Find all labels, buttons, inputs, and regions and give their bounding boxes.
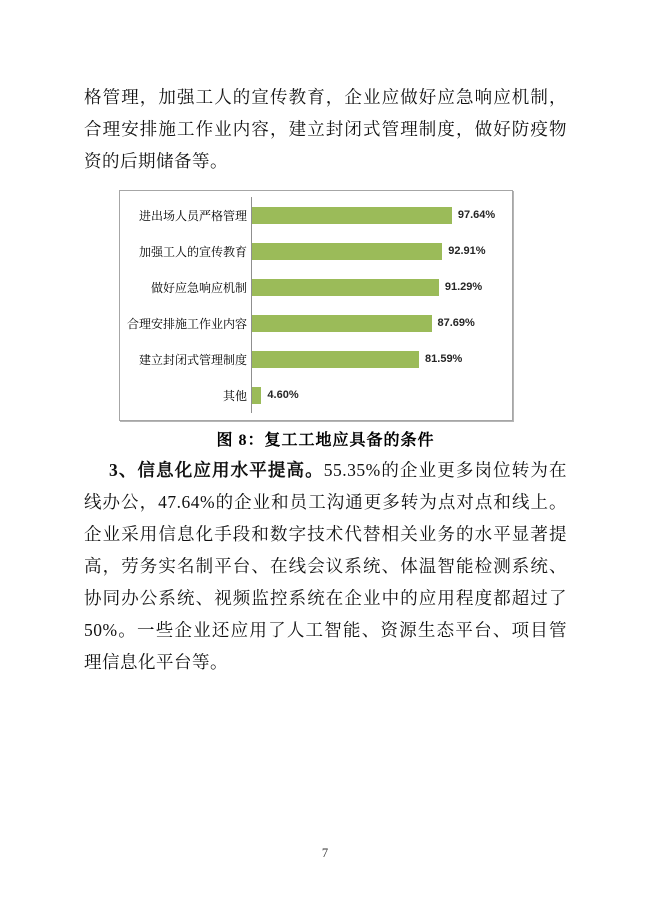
- bar: [252, 387, 261, 404]
- chart-row: [120, 341, 512, 377]
- bar: [252, 207, 452, 224]
- bar: [252, 315, 432, 332]
- bar-category-label: 加强工人的宣传教育: [138, 244, 247, 259]
- page-number: 7: [321, 846, 329, 860]
- paragraph-body-text: 55.35%的企业更多岗位转为在线办公，47.64%的企业和员工沟通更多转为点对点和线上。企业采用信息化手段和数字技术代替相关业务的水平显著提高，劳务实名制平台、在线会议系统、体温智能检测系统、协同办公系统、视频监控系统在企业中的应用程度都超过了 50%。一些企业还应用了人工智能、资源生态平台、项目管理信息化平台等。: [84, 460, 568, 672]
- paragraph-heading: 3、信息化应用水平提高。: [109, 460, 324, 480]
- bar-value-label: 87.69%: [437, 317, 475, 329]
- bar-value-label: 4.60%: [267, 389, 299, 401]
- paragraph-continuation: 格管理，加强工人的宣传教育，企业应做好应急响应机制，合理安排施工作业内容，建立封闭式管理制度，做好防疫物资的后期储备等。: [84, 87, 567, 171]
- chart-row: [120, 197, 512, 233]
- bar-track: [251, 197, 512, 233]
- bar-value-label: 91.29%: [444, 281, 483, 293]
- bar-track: [251, 305, 512, 341]
- bar-value-label: 92.91%: [448, 245, 486, 257]
- bar-category-label: 其他: [222, 388, 247, 403]
- figure-caption: 图 8：复工工地应具备的条件: [216, 432, 435, 449]
- bar-category-label: 进出场人员严格管理: [138, 208, 247, 223]
- chart-row: [120, 269, 512, 305]
- bar-chart-figure: [119, 190, 513, 421]
- chart-row: [120, 305, 512, 341]
- bar-track: [251, 233, 512, 269]
- chart-row: [120, 377, 512, 413]
- bar: [252, 279, 439, 296]
- bar-track: [251, 341, 512, 377]
- chart-row: [120, 233, 512, 269]
- bar-track: [251, 377, 512, 413]
- paragraph-info: [84, 454, 567, 678]
- bar-category-label: 合理安排施工作业内容: [126, 316, 247, 331]
- bar: [252, 243, 442, 260]
- bar: [252, 351, 419, 368]
- bar-value-label: 97.64%: [457, 209, 496, 221]
- bar-track: [251, 269, 512, 305]
- bar-chart-plot: [120, 191, 512, 420]
- bar-category-label: 做好应急响应机制: [150, 280, 247, 295]
- bar-category-label: 建立封闭式管理制度: [138, 352, 247, 367]
- bar-value-label: 81.59%: [425, 353, 463, 365]
